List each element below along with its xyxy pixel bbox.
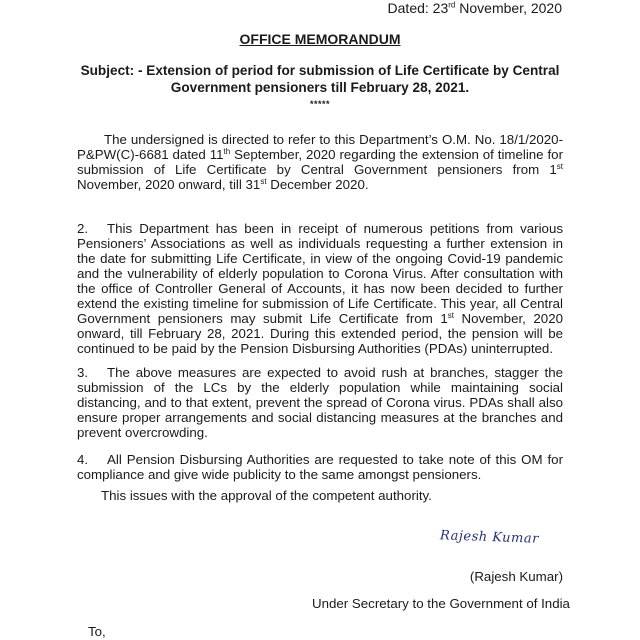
separator-stars: ***** [309, 99, 330, 109]
paragraph-number: 4. [77, 452, 89, 467]
memo-title: OFFICE MEMORANDUM [239, 31, 401, 47]
paragraph-number: 2. [77, 221, 89, 236]
dated-line: Dated: 23rd November, 2020 [387, 0, 562, 16]
paragraph-number: 3. [77, 365, 89, 380]
memo-subject: Subject: - Extension of period for submission of Life Certificate by Central Government pensioners till February 28, 2021. [80, 63, 560, 95]
signer-name: (Rajesh Kumar) [469, 569, 563, 584]
paragraph-2: 2. This Department has been in receipt of numerous petitions from various Pensioners’ Associations as well as individuals requesting a further extension in the date for submitting Life Certificate, in view of the ongoing Covid-19 pandemic and the vulnerability of elderly population to Corona Virus. After consultation with the office of Controller General of Accounts, it has now been decided to further extend the existing timeline for submission of Life Certificate. This year, all Central Government pensioners may submit Life Certificate from 1st November, 2020 onward, till February 28, 2021. During this extended period, the pension will be continued to be paid by the Pension Disbursing Authorities (PDAs) uninterrupted. [77, 221, 563, 356]
signer-designation: Under Secretary to the Government of India [312, 596, 570, 611]
approval-line: This issues with the approval of the competent authority. [101, 488, 432, 503]
handwritten-signature: Rajesh Kumar [439, 528, 540, 547]
paragraph-3: 3. The above measures are expected to avoid rush at branches, stagger the submission of the LCs by the elderly population while maintaining social distancing, and to that extent, prevent the spread of Corona virus. PDAs shall also ensure proper arrangements and social distancing measures at the branches and prevent overcrowding. [77, 365, 563, 440]
paragraph-1: The undersigned is directed to refer to this Department’s O.M. No. 18/1/2020-P&PW(C)-6681 dated 11th September, 2020 regarding the extension of timeline for submission of Life Certificate by Central Government pensioners from 1st November, 2020 onward, till 31st December 2020. [77, 132, 563, 192]
paragraph-4: 4. All Pension Disbursing Authorities are requested to take note of this OM for compliance and give wide publicity to the same amongst pensioners. [77, 452, 563, 482]
addressee-to: To, [88, 624, 106, 639]
